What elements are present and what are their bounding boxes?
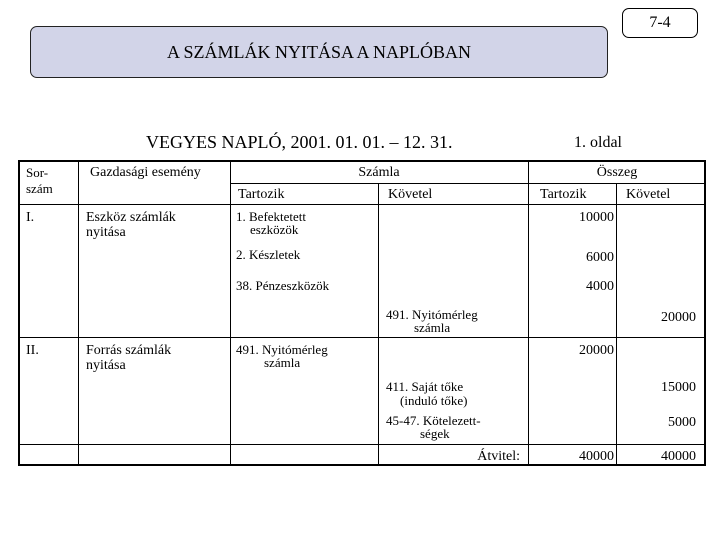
column-divider [230, 162, 231, 464]
header-debit: Tartozik [238, 187, 285, 202]
credit-account: 411. Saját tőke [386, 379, 464, 394]
debit-amount: 20000 [579, 343, 614, 358]
header-serial-line2: szám [26, 181, 53, 196]
page-title: A SZÁMLÁK NYITÁSA A NAPLÓBAN [166, 41, 472, 62]
debit-account: 1. Befektetett [236, 209, 307, 224]
page-label: 1. oldal [574, 134, 622, 151]
entry-event-line1: Forrás számlák [86, 343, 172, 358]
header-bottom-rule [20, 204, 704, 205]
credit-account: 491. Nyitómérleg [386, 307, 478, 322]
title-banner [30, 26, 608, 78]
journal-table [18, 160, 706, 466]
debit-account: számla [264, 355, 301, 370]
debit-account: 491. Nyitómérleg [236, 342, 328, 357]
debit-amount: 10000 [579, 210, 614, 225]
header-event: Gazdasági esemény [90, 165, 201, 180]
header-amount: Összeg [596, 165, 638, 180]
debit-account: 2. Készletek [236, 247, 301, 262]
entry-event-line2: nyitása [86, 225, 126, 240]
slide-number: 7-4 [649, 14, 671, 31]
debit-amount: 6000 [586, 250, 614, 265]
credit-amount: 15000 [661, 380, 696, 395]
column-divider [528, 162, 529, 464]
debit-account: 38. Pénzeszközök [236, 278, 330, 293]
column-divider [378, 184, 379, 464]
header-serial-line1: Sor- [26, 165, 49, 180]
header-amount-credit: Követel [626, 187, 671, 202]
header-account: Számla [358, 165, 400, 180]
credit-amount: 20000 [661, 310, 696, 325]
credit-account: ségek [420, 426, 450, 441]
credit-account: számla [414, 320, 451, 335]
entry-serial: II. [26, 343, 39, 358]
debit-account: eszközök [250, 222, 299, 237]
journal-title: VEGYES NAPLÓ, 2001. 01. 01. – 12. 31. [146, 132, 453, 152]
debit-amount: 4000 [586, 279, 614, 294]
entry-serial: I. [26, 210, 35, 225]
slide-number-badge [622, 8, 698, 38]
entry-event-line1: Eszköz számlák [86, 210, 176, 225]
header-credit: Követel [388, 187, 433, 202]
carry-forward-debit-total: 40000 [579, 449, 614, 464]
column-divider [78, 162, 79, 464]
header-subdivider [528, 183, 704, 184]
entry-separator [20, 337, 704, 338]
carry-forward-label: Átvitel: [477, 449, 520, 464]
carry-forward-credit-total: 40000 [661, 449, 696, 464]
credit-account: (induló tőke) [400, 393, 468, 408]
credit-amount: 5000 [668, 415, 696, 430]
header-amount-debit: Tartozik [540, 187, 587, 202]
entry-event-line2: nyitása [86, 358, 126, 373]
carry-forward-rule [20, 444, 704, 445]
credit-account: 45-47. Kötelezett- [386, 413, 481, 428]
